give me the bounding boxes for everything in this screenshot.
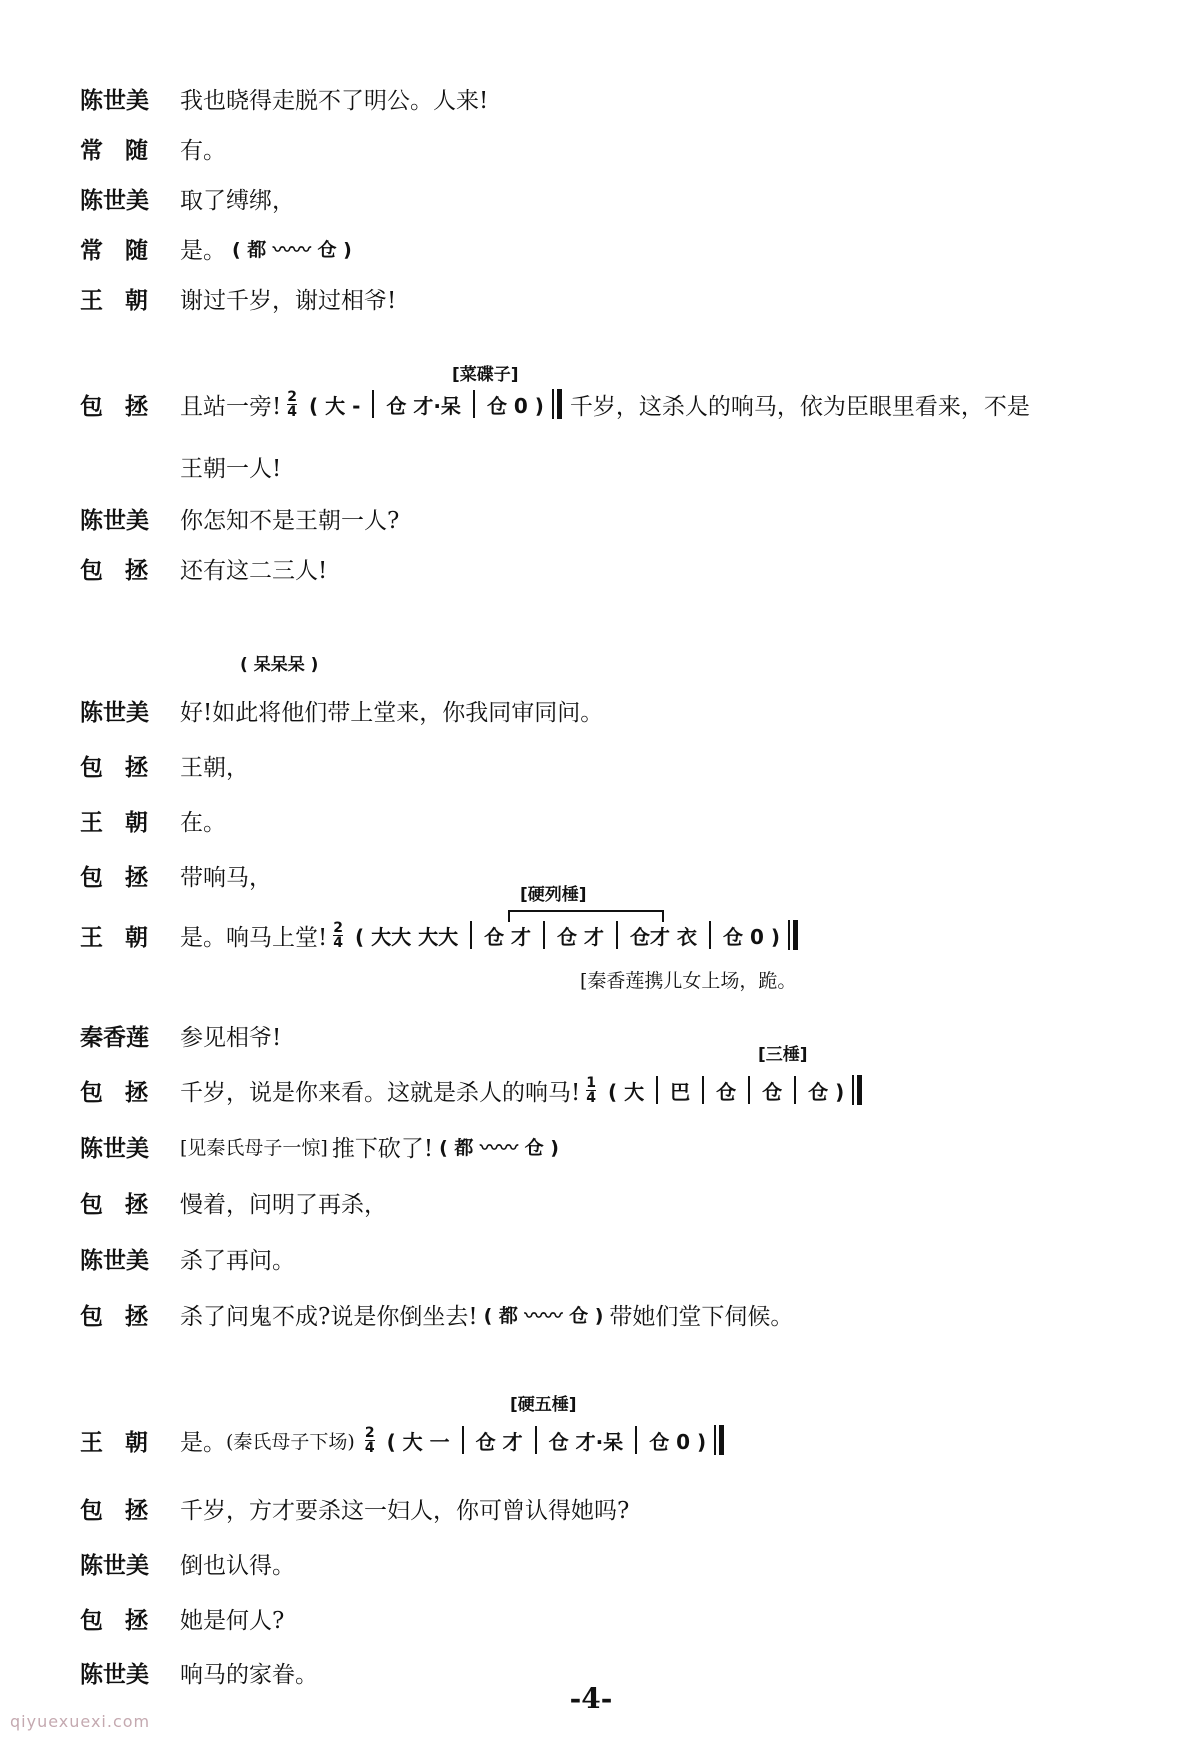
bar-line [748, 1076, 750, 1104]
dialogue-line [80, 178, 1142, 218]
dialogue-line [80, 1598, 1142, 1638]
percussion-measure: ( 大 - [309, 393, 361, 418]
dialogue-line [80, 1543, 1142, 1583]
dialogue-text: 推下砍了! [331, 1135, 434, 1162]
speaker: 陈世美 [80, 699, 149, 726]
dialogue-text: 杀了问鬼不成?说是你倒坐去! [180, 1303, 478, 1330]
dialogue-text: 倒也认得。 [180, 1552, 295, 1579]
dialogue-line [80, 1238, 1142, 1278]
speaker: 王朝 [80, 809, 170, 836]
speaker: 陈世美 [80, 187, 149, 214]
time-signature-denominator: 4 [586, 1089, 596, 1106]
time-signature-denominator: 4 [364, 1439, 375, 1456]
qupai-label: [三棰] [758, 1045, 808, 1065]
percussion-measure: 仓 ) [808, 1079, 845, 1104]
dialogue-text: 还有这二三人! [180, 557, 328, 584]
bar-line [462, 1426, 464, 1454]
percussion-measure: 巴 [670, 1079, 691, 1104]
percussion-notation: ( 都 〰〰 仓 ) [439, 1136, 559, 1159]
dialogue-text: 是。 [180, 237, 226, 264]
dialogue-line [80, 78, 1142, 118]
speaker: 陈世美 [80, 87, 149, 114]
speaker: 陈世美 [80, 1135, 149, 1162]
speaker: 包拯 [80, 1191, 170, 1218]
time-signature-numerator: 2 [333, 919, 343, 936]
bar-line [535, 1426, 537, 1454]
dialogue-text: 她是何人? [180, 1607, 285, 1634]
speaker: 常随 [80, 237, 170, 264]
watermark-logo: qiyuexuexi.com [10, 1712, 151, 1731]
bar-line [714, 1425, 716, 1455]
speaker: 包拯 [80, 1497, 170, 1524]
percussion-measure: 仓 0 ) [649, 1429, 707, 1454]
dialogue-text: 千岁，方才要杀这一妇人，你可曾认得她吗? [180, 1497, 630, 1524]
speaker: 包拯 [80, 393, 170, 420]
speaker: 陈世美 [80, 1552, 149, 1579]
dialogue-line [80, 498, 1142, 538]
bar-line [470, 921, 472, 949]
stage-direction: (秦氏母子下场) [226, 1430, 355, 1453]
bar-line [852, 1075, 854, 1105]
percussion-measure: 仓 才 [484, 924, 532, 949]
speaker: 包拯 [80, 754, 170, 781]
qupai-label: [菜碟子] [452, 365, 519, 385]
dialogue-line [80, 1488, 1142, 1528]
dialogue-line [80, 1294, 1142, 1334]
bar-line [473, 390, 475, 418]
speaker: 包拯 [80, 1079, 170, 1106]
dialogue-text: 千岁，说是你来看。这就是杀人的响马! [180, 1079, 581, 1106]
speaker: 包拯 [80, 864, 170, 891]
percussion-measure: 仓才 衣 [630, 924, 697, 949]
dialogue-line [80, 915, 1142, 955]
percussion-notation: ( 都 〰〰 仓 ) [232, 238, 352, 261]
stage-direction: [见秦氏母子一惊] [180, 1136, 328, 1159]
time-signature [287, 390, 297, 419]
dialogue-text-continued: 带她们堂下伺候。 [609, 1303, 794, 1330]
dialogue-text: 是。响马上堂! [180, 924, 328, 951]
qupai-label: [硬列棰] [520, 885, 587, 905]
page-number: -4- [569, 1682, 613, 1715]
percussion-measure: 仓 才 [475, 1429, 523, 1454]
percussion-measure: 仓 0 ) [486, 393, 544, 418]
percussion-measure: 仓 0 ) [722, 924, 780, 949]
final-bar-line [719, 1425, 724, 1455]
dialogue-text-continued: 千岁，这杀人的响马，依为臣眼里看来，不是 [569, 393, 1030, 420]
dialogue-text: 慢着，问明了再杀， [180, 1191, 387, 1218]
percussion-notation: ( 都 〰〰 仓 ) [483, 1304, 604, 1327]
percussion-measure: ( 大 [608, 1079, 645, 1104]
dialogue-text: 且站一旁! [180, 393, 282, 420]
time-signature-numerator: 2 [287, 388, 297, 405]
speaker: 包拯 [80, 1303, 170, 1330]
final-bar-line [557, 389, 562, 419]
speaker: 王朝 [80, 1429, 170, 1456]
bar-line [794, 1076, 796, 1104]
speaker: 陈世美 [80, 1661, 149, 1688]
dialogue-continuation [180, 446, 1142, 486]
dialogue-line [80, 855, 1142, 895]
time-signature-denominator: 4 [287, 403, 297, 420]
qupai-label: [硬五棰] [510, 1395, 577, 1415]
dialogue-line [80, 384, 1142, 424]
dialogue-text: 王朝， [180, 754, 249, 781]
dialogue-line [80, 1015, 1142, 1055]
dialogue-line [80, 128, 1142, 168]
dialogue-line [80, 690, 1142, 730]
speaker: 秦香莲 [80, 1024, 149, 1051]
dialogue-line [80, 278, 1142, 318]
dialogue-line [80, 745, 1142, 785]
percussion-measure: 仓 才·呆 [548, 1429, 624, 1454]
dialogue-text: 在。 [180, 809, 226, 836]
dialogue-line [80, 1420, 1142, 1460]
percussion-measure: 仓 才 [557, 924, 605, 949]
final-bar-line [857, 1075, 862, 1105]
bar-line [702, 1076, 704, 1104]
bar-line [709, 921, 711, 949]
dialogue-text: 响马的家眷。 [180, 1661, 318, 1688]
time-signature [586, 1076, 596, 1105]
dialogue-text: 王朝一人! [180, 455, 282, 482]
speaker: 陈世美 [80, 507, 149, 534]
percussion-notation: ( 呆呆呆 ) [240, 655, 319, 675]
percussion-measure: ( 大 一 [386, 1429, 450, 1454]
bar-line [788, 920, 790, 950]
dialogue-line [80, 548, 1142, 588]
dialogue-text: 杀了再问。 [180, 1247, 295, 1274]
percussion-measure: 仓 [762, 1079, 783, 1104]
bar-line [372, 390, 374, 418]
time-signature-denominator: 4 [333, 934, 343, 951]
speaker: 常随 [80, 137, 170, 164]
speaker: 包拯 [80, 1607, 170, 1634]
speaker: 陈世美 [80, 1247, 149, 1274]
dialogue-text: 是。 [180, 1429, 226, 1456]
bar-line [543, 921, 545, 949]
dialogue-text: 我也晓得走脱不了明公。人来! [180, 87, 489, 114]
dialogue-line [80, 228, 1142, 268]
bar-line [635, 1426, 637, 1454]
bar-line [616, 921, 618, 949]
final-bar-line [793, 920, 798, 950]
dialogue-line [80, 1070, 1142, 1110]
dialogue-text: 带响马， [180, 864, 272, 891]
time-signature [333, 921, 343, 950]
percussion-measure: 仓 才·呆 [386, 393, 461, 418]
time-signature [365, 1426, 375, 1455]
dialogue-text: 参见相爷! [180, 1024, 282, 1051]
dialogue-line [80, 1182, 1142, 1222]
time-signature-numerator: 1 [586, 1074, 596, 1091]
dialogue-text: 你怎知不是王朝一人? [180, 507, 400, 534]
dialogue-line [80, 1126, 1142, 1166]
dialogue-text: 好!如此将他们带上堂来，你我同审同问。 [180, 699, 604, 726]
percussion-measure: 仓 [716, 1079, 737, 1104]
time-signature-numerator: 2 [364, 1424, 375, 1441]
dialogue-text: 取了缚绑， [180, 187, 295, 214]
speaker: 王朝 [80, 287, 170, 314]
stage-direction: [秦香莲携儿女上场，跪。 [580, 970, 797, 992]
speaker: 包拯 [80, 557, 170, 584]
bar-line [656, 1076, 658, 1104]
bar-line [552, 389, 554, 419]
dialogue-text: 有。 [180, 137, 226, 164]
percussion-measure: ( 大大 大大 [355, 924, 459, 949]
dialogue-line [80, 800, 1142, 840]
dialogue-text: 谢过千岁，谢过相爷! [180, 287, 397, 314]
speaker: 王朝 [80, 924, 170, 951]
